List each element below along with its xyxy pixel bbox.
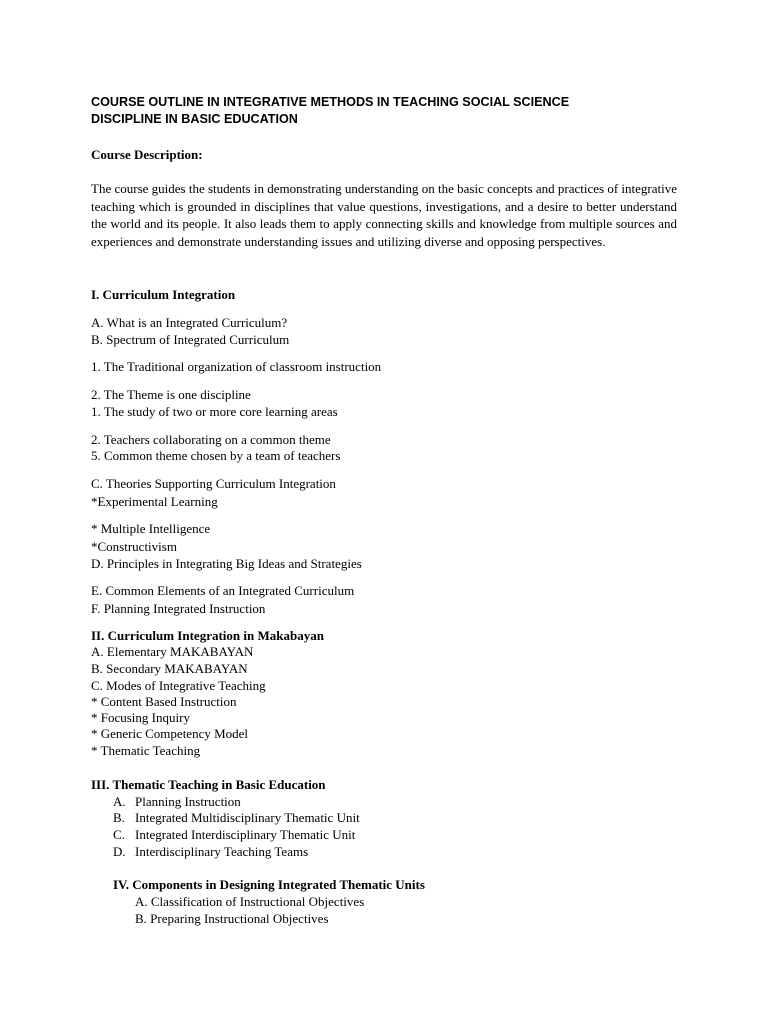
course-description-heading: Course Description:	[91, 147, 203, 162]
section-1-line: A. What is an Integrated Curriculum?	[91, 315, 288, 330]
document-title-line-2: DISCIPLINE IN BASIC EDUCATION	[91, 112, 298, 126]
section-3-item: Planning Instruction	[135, 794, 241, 809]
section-1-line: 1. The study of two or more core learning areas	[91, 404, 338, 419]
section-1-line: *Constructivism	[91, 539, 177, 554]
section-4-line: A. Classification of Instructional Objectives	[135, 894, 365, 909]
section-1-line: 2. The Theme is one discipline	[91, 387, 251, 402]
document-title-line-1: COURSE OUTLINE IN INTEGRATIVE METHODS IN TEACHING SOCIAL SCIENCE	[91, 95, 570, 109]
section-1-line: D. Principles in Integrating Big Ideas and Strategies	[91, 556, 362, 571]
section-1-line: 5. Common theme chosen by a team of teachers	[91, 448, 341, 463]
section-2-line: B. Secondary MAKABAYAN	[91, 661, 248, 676]
section-4-line: B. Preparing Instructional Objectives	[135, 911, 329, 926]
section-3-marker: A.	[113, 794, 126, 809]
section-3-marker: C.	[113, 827, 125, 842]
section-1-line: 2. Teachers collaborating on a common theme	[91, 432, 331, 447]
section-3-item: Interdisciplinary Teaching Teams	[135, 844, 309, 859]
section-2-line: C. Modes of Integrative Teaching	[91, 678, 266, 693]
section-3-marker: D.	[113, 844, 126, 859]
section-4-heading: IV. Components in Designing Integrated Thematic Units	[113, 877, 425, 892]
section-1-line: *Experimental Learning	[91, 494, 218, 509]
section-2-line: * Generic Competency Model	[91, 726, 249, 741]
section-1-line: 1. The Traditional organization of classroom instruction	[91, 359, 382, 374]
section-3-item: Integrated Interdisciplinary Thematic Unit	[135, 827, 356, 842]
section-2-line: * Thematic Teaching	[91, 743, 201, 758]
section-3-item: Integrated Multidisciplinary Thematic Unit	[135, 810, 360, 825]
section-3-heading: III. Thematic Teaching in Basic Education	[91, 777, 326, 792]
section-1-line: E. Common Elements of an Integrated Curriculum	[91, 583, 355, 598]
section-1-line: * Multiple Intelligence	[91, 521, 211, 536]
section-2-line: * Content Based Instruction	[91, 694, 237, 709]
section-1-heading: I. Curriculum Integration	[91, 287, 236, 302]
section-3-marker: B.	[113, 810, 125, 825]
section-2-line: * Focusing Inquiry	[91, 710, 190, 725]
section-2-heading: II. Curriculum Integration in Makabayan	[91, 628, 324, 643]
section-1-line: C. Theories Supporting Curriculum Integration	[91, 476, 336, 491]
section-1-line: B. Spectrum of Integrated Curriculum	[91, 332, 290, 347]
section-1-line: F. Planning Integrated Instruction	[91, 601, 266, 616]
course-description-text: The course guides the students in demonstrating understanding on the basic concepts and practices of integrative teaching which is grounded in disciplines that value questions, investigations, and a desire to better understand the world and its people. It also leads them to apply connecting skills and knowledge from multiple sources and experiences and demonstrate understanding issues and utilizing diverse and opposing perspectives.	[91, 181, 677, 249]
section-2-line: A. Elementary MAKABAYAN	[91, 644, 254, 659]
